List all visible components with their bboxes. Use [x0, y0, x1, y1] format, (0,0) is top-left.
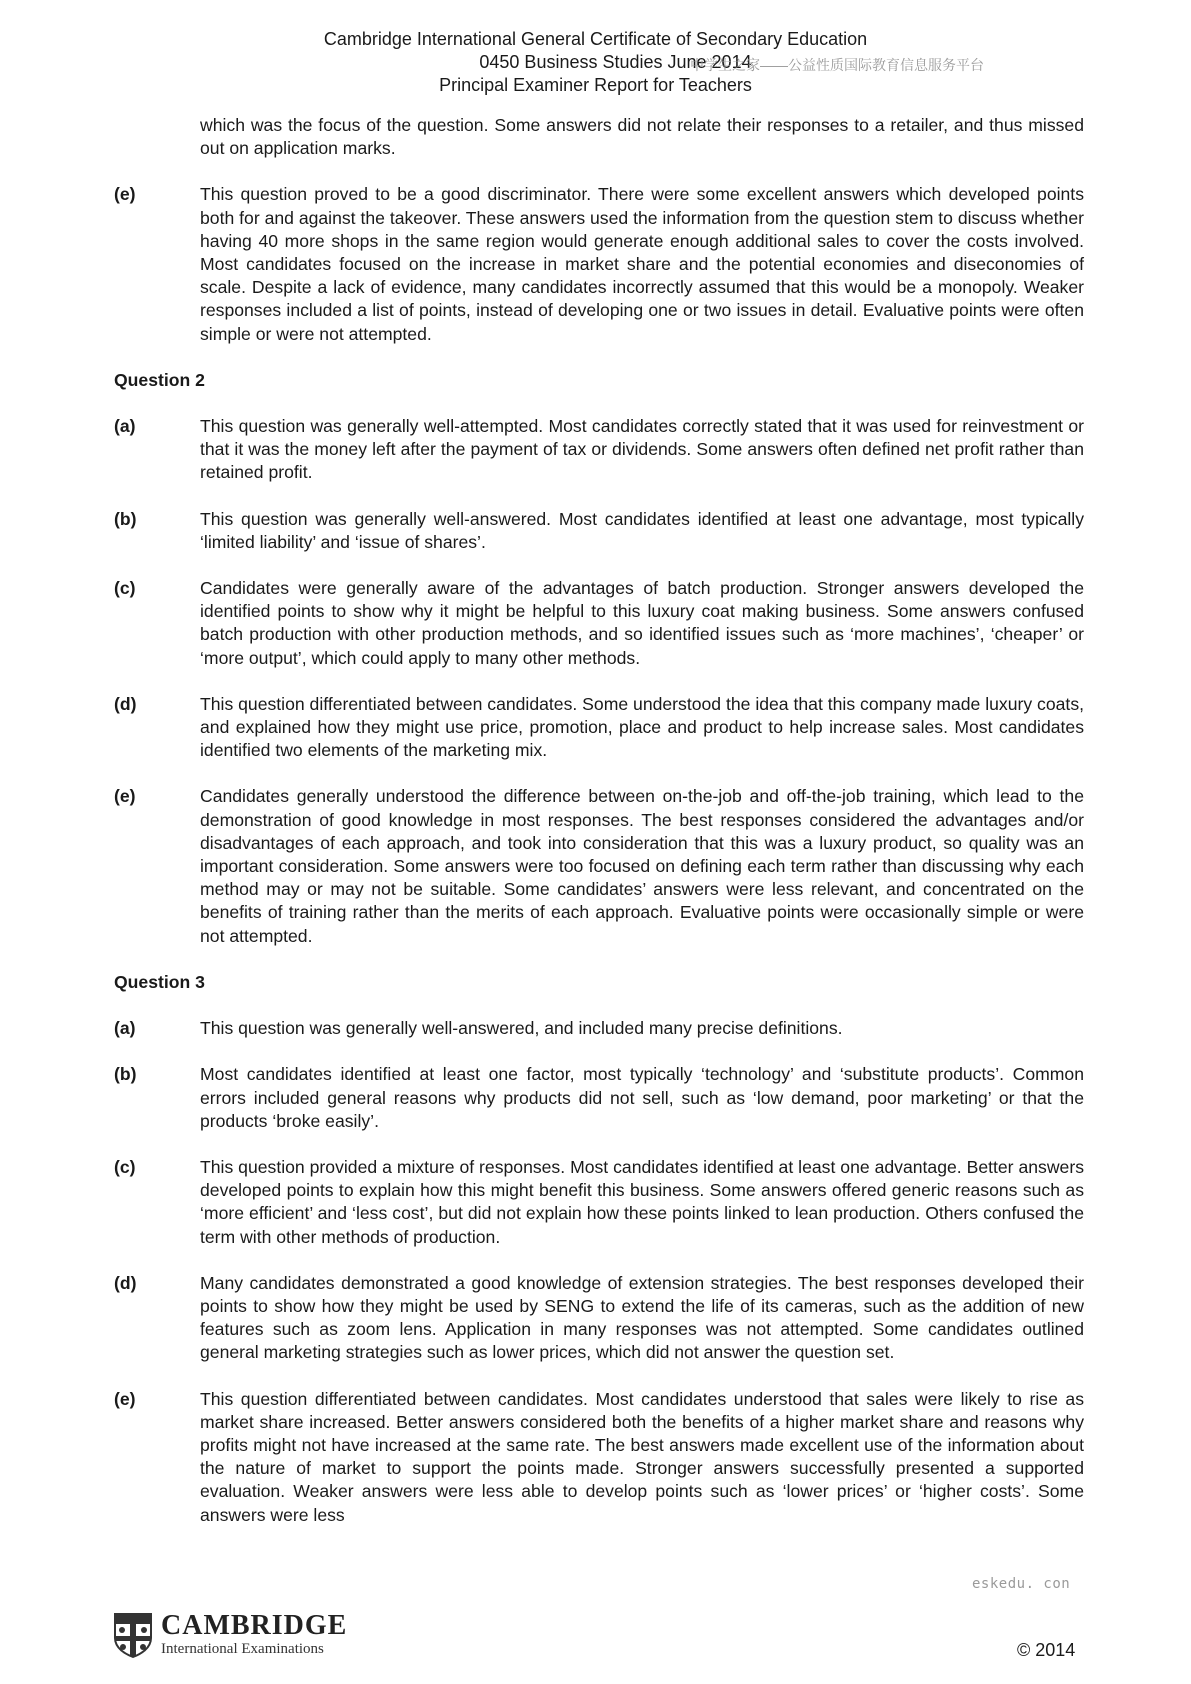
q3-part-e: [114, 1388, 1084, 1527]
part-text: This question differentiated between candidates. Most candidates understood that sales were likely to rise as market share increased. Better answers considered both the benefits of a higher market share and reasons why profits might not have increased at the same rate. The best answers made excellent use of the information about the nature of market to support the points made. Stronger answers successfully presented a supported evaluation. Weaker answers were less able to develop points such as ‘lower prices’ or ‘higher costs’. Some answers were less: [200, 1388, 1084, 1525]
part-text: Most candidates identified at least one factor, most typically ‘technology’ and ‘substitute products’. Common errors included general reasons why products did not sell, such as ‘low demand, poor marketing’ or that the products ‘broke easily’.: [200, 1064, 1084, 1131]
header-line-3: Principal Examiner Report for Teachers: [439, 75, 752, 95]
page-header: [0, 28, 1191, 97]
part-label: (c): [114, 1156, 136, 1177]
header-line-2: 0450 Business Studies June 2014: [479, 52, 752, 72]
question-3-heading: Question 3: [114, 971, 205, 992]
part-label: (a): [114, 416, 136, 437]
logo-name: CAMBRIDGE: [161, 1610, 348, 1641]
q3-part-d: [114, 1272, 1084, 1365]
copyright: © 2014: [1017, 1640, 1076, 1660]
part-text: This question provided a mixture of responses. Most candidates identified at least one advantage. Better answers developed points to explain how this might benefit this business. Some answers offered generic reasons such as ‘more efficient’ and ‘less cost’, but did not explain how these points linked to lean production. Others confused the term with other methods of production.: [200, 1156, 1084, 1247]
part-label: (b): [114, 1064, 137, 1085]
part-label: (c): [114, 578, 136, 599]
part-text: Candidates generally understood the difference between on-the-job and off-the-job training, which lead to the demonstration of good knowledge in most responses. The best responses considered the advantages and/or disadvantages of each approach, and took into consideration that this was a luxury product, so quality was an important consideration. Some answers were too focused on defining each term rather than discussing why each method may or may not be suitable. Some candidates’ answers were less relevant, and concentrated on the benefits of training rather than the merits of each approach. Evaluative points were occasionally simple or were not attempted.: [200, 786, 1084, 946]
q1-part-e: [114, 183, 1084, 345]
part-text: This question was generally well-attempted. Most candidates correctly stated that it was used for reinvestment or that it was the money left after the payment of tax or dividends. Some answers often defined net profit rather than retained profit.: [200, 416, 1084, 483]
part-label: (b): [114, 508, 137, 529]
part-text: This question was generally well-answered. Most candidates identified at least one advantage, most typically ‘limited liability’ and ‘issue of shares’.: [200, 508, 1084, 552]
watermark: 中学生之家——公益性质国际教育信息服务平台: [690, 57, 984, 73]
part-label: (e): [114, 1388, 136, 1409]
part-text: This question differentiated between candidates. Some understood the idea that this company made luxury coats, and explained how they might use price, promotion, place and product to help increase sales. Most candidates identified two elements of the marketing mix.: [200, 693, 1084, 761]
q2-part-b: [114, 508, 1084, 554]
cambridge-shield-icon: [113, 1612, 153, 1658]
cambridge-logo: [113, 1612, 347, 1658]
q3-part-c: [114, 1156, 1084, 1249]
part-label: (d): [114, 1272, 137, 1293]
report-body: [114, 114, 1084, 1550]
part-text: This question was generally well-answered, and included many precise definitions.: [200, 1018, 843, 1039]
logo-subtitle: International Examinations: [161, 1641, 324, 1657]
q2-part-d: [114, 693, 1084, 763]
q2-part-c: [114, 577, 1084, 670]
q2-part-e: [114, 785, 1084, 947]
part-text: Candidates were generally aware of the advantages of batch production. Stronger answers developed the identified points to show why it might be helpful to this luxury coat making business. Some answers confused batch production with other production methods, and so identified issues such as ‘more machines’, ‘cheaper’ or ‘more output’, which could apply to many other methods.: [200, 578, 1084, 668]
q3-part-a: [114, 1017, 1084, 1040]
part-text: This question proved to be a good discriminator. There were some excellent answers which developed points both for and against the takeover. These answers used the information from the question stem to discuss whether having 40 more shops in the same region would generate enough additional sales to cover the costs involved. Most candidates focused on the increase in market share and the potential economies and diseconomies of scale. Despite a lack of evidence, many candidates incorrectly assumed that this would be a monopoly. Weaker responses included a list of points, instead of developing one or two issues in detail. Evaluative points were often simple or were not attempted.: [200, 184, 1084, 344]
continued-paragraph: which was the focus of the question. Some answers did not relate their responses to a retailer, and thus missed out on application marks.: [200, 115, 1084, 159]
part-label: (e): [114, 786, 136, 807]
part-text: Many candidates demonstrated a good knowledge of extension strategies. The best responses developed their points to show how they might be used by SENG to extend the life of its cameras, such as the addition of new features such as zoom lens. Application in many responses was not attempted. Some candidates outlined general marketing strategies such as lower prices, which did not answer the question set.: [200, 1272, 1084, 1363]
question-2-heading: Question 2: [114, 369, 205, 390]
header-line-1: Cambridge International General Certificate of Secondary Education: [323, 29, 868, 49]
part-label: (d): [114, 693, 137, 714]
site-watermark: eskedu. con: [972, 1576, 1071, 1592]
part-label: (a): [114, 1018, 136, 1039]
part-label: (e): [114, 184, 136, 205]
q3-part-b: [114, 1063, 1084, 1133]
q2-part-a: [114, 415, 1084, 485]
